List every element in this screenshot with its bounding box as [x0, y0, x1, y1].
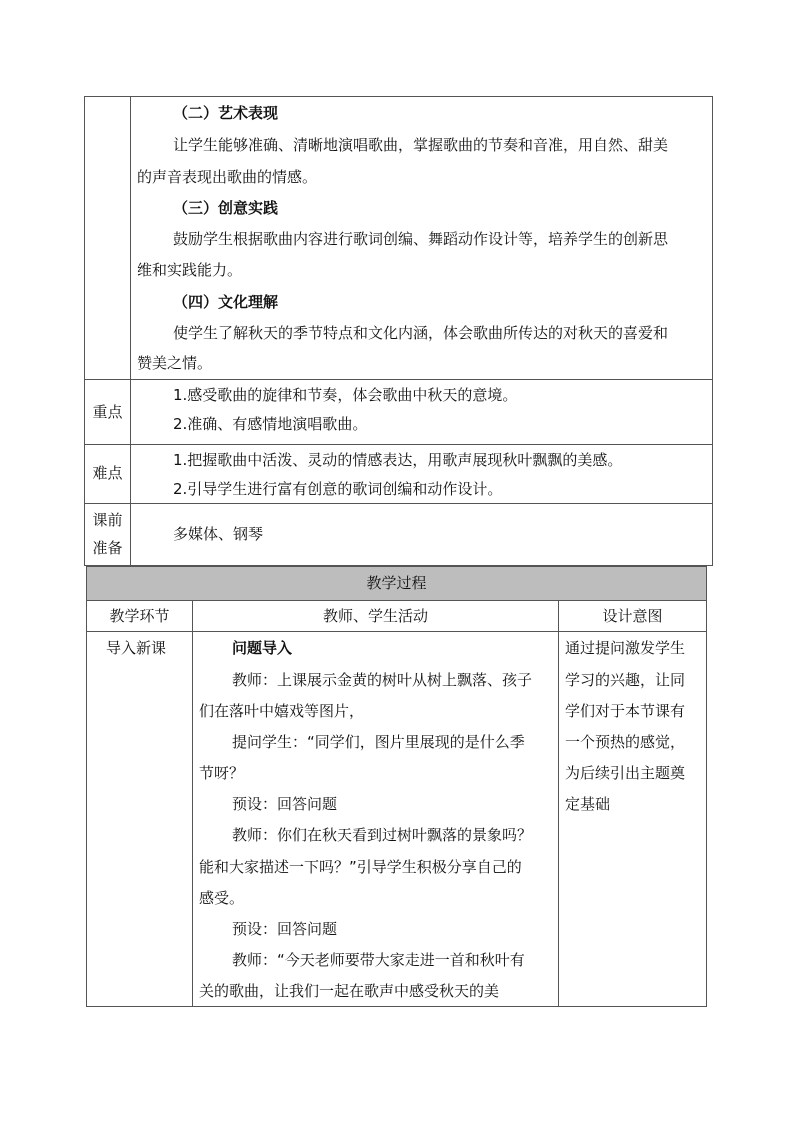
key-points-label: 重点: [92, 403, 123, 421]
activity-line: 节呀？: [199, 764, 245, 782]
key-points-cell: [131, 379, 706, 444]
activity-line: 感受。: [199, 889, 245, 907]
activity-line: 预设：回答问题: [232, 795, 338, 813]
paragraph-line: 让学生能够准确、清晰地演唱歌曲，掌握歌曲的节奏和音准，用自然、甜美: [173, 136, 669, 154]
key-point-item: 1.感受歌曲的旋律和节奏，体会歌曲中秋天的意境。: [173, 386, 518, 404]
intent-line: 学习的兴趣，让同: [565, 671, 686, 689]
intent-line: 学们对于本节课有: [565, 702, 686, 720]
activity-line: 关的歌曲，让我们一起在歌声中感受秋天的美: [199, 982, 500, 1000]
section-heading: （四）文化理解: [173, 293, 279, 311]
paragraph-line: 赞美之情。: [137, 354, 213, 372]
activity-line: 们在落叶中嬉戏等图片，: [199, 702, 365, 720]
objectives-cell: [131, 97, 706, 379]
intent-line: 一个预热的感觉，: [565, 733, 686, 751]
header-stage: 教学环节: [109, 607, 170, 625]
objectives-table: [84, 96, 713, 566]
difficulties-cell: [131, 444, 706, 503]
row-divider: [87, 631, 706, 632]
activity-line: 预设：回答问题: [232, 920, 338, 938]
column-divider: [192, 600, 193, 1006]
difficulty-item: 2.引导学生进行富有创意的歌词创编和动作设计。: [173, 480, 503, 498]
activity-line: 能和大家描述一下吗？”引导学生积极分享自己的: [199, 858, 522, 876]
column-divider: [558, 600, 559, 1006]
activity-heading: 问题导入: [232, 639, 293, 657]
paragraph-line: 鼓励学生根据歌曲内容进行歌词创编、舞蹈动作设计等，培养学生的创新思: [173, 230, 669, 248]
process-title: 教学过程: [87, 567, 706, 600]
paragraph-line: 的声音表现出歌曲的情感。: [137, 168, 318, 186]
paragraph-line: 维和实践能力。: [137, 261, 243, 279]
intent-line: 通过提问激发学生: [565, 639, 686, 657]
key-point-item: 2.准确、有感情地演唱歌曲。: [173, 415, 368, 433]
activity-line: 提问学生：“同学们，图片里展现的是什么季: [232, 733, 525, 751]
preparation-label-line1: 课前: [92, 511, 123, 529]
stage-label: 导入新课: [106, 639, 167, 657]
paragraph-line: 使学生了解秋天的季节特点和文化内涵，体会歌曲所传达的对秋天的喜爱和: [173, 324, 669, 342]
preparation-cell: [131, 503, 706, 567]
difficulties-label: 难点: [92, 464, 123, 482]
header-activity: 教师、学生活动: [322, 607, 428, 625]
header-intent: 设计意图: [602, 607, 663, 625]
section-heading: （二）艺术表现: [173, 104, 279, 122]
activity-line: 教师：你们在秋天看到过树叶飘落的景象吗？: [232, 826, 533, 844]
activity-line: 教师：上课展示金黄的树叶从树上飘落、孩子: [232, 671, 533, 689]
intent-line: 定基础: [565, 795, 611, 813]
difficulty-item: 1.把握歌曲中活泼、灵动的情感表达，用歌声展现秋叶飘飘的美感。: [173, 451, 623, 469]
preparation-content: 多媒体、钢琴: [173, 525, 264, 543]
intent-line: 为后续引出主题奠: [565, 764, 686, 782]
section-heading: （三）创意实践: [173, 199, 279, 217]
process-table: [86, 566, 707, 1007]
preparation-label-line2: 准备: [92, 539, 123, 557]
activity-line: 教师：“今天老师要带大家走进一首和秋叶有: [232, 951, 525, 969]
